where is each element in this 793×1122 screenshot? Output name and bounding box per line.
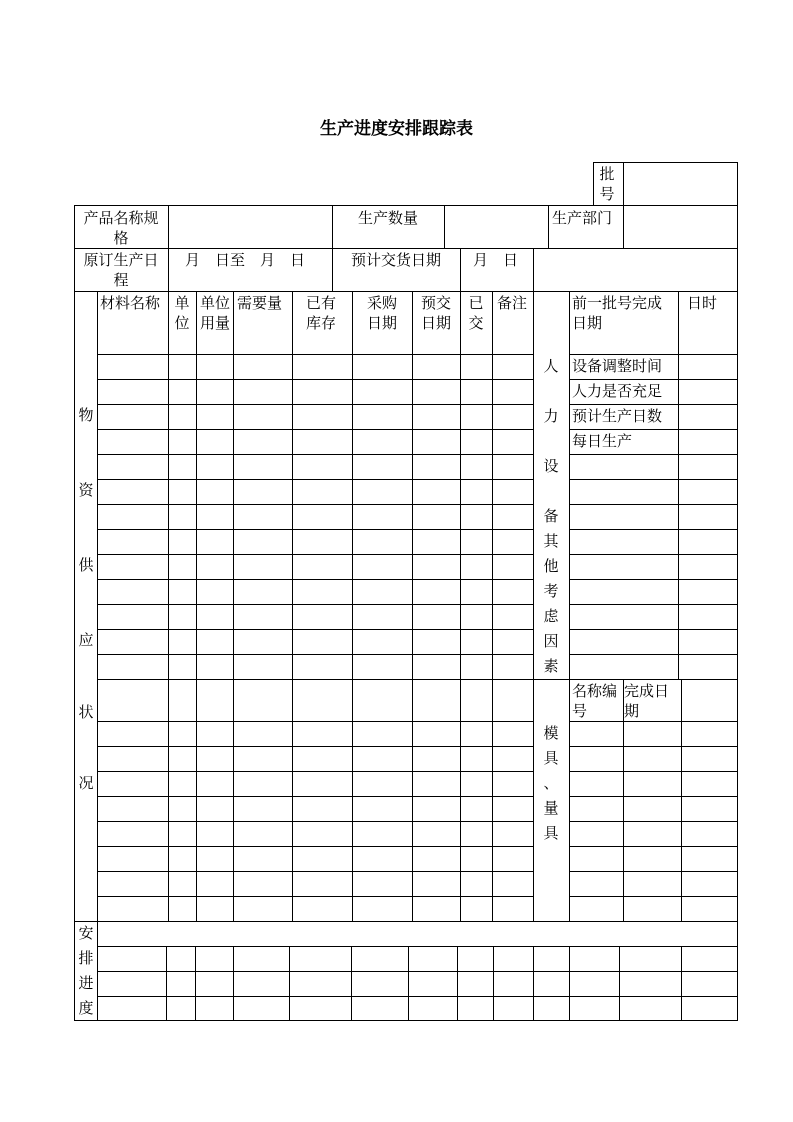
manpower-side-label-3: 备 [543,507,559,525]
date-time-label: 日时 [687,294,718,312]
planned-date-range: 月 日至 月 日 [185,251,306,269]
equipment-adjust-time-label: 设备调整时间 [572,357,663,375]
material-side-label-5: 况 [78,774,94,792]
product-name-label: 产品名称规格 [83,209,159,247]
expected-delivery-label: 预计交货日期 [350,251,441,269]
material-side-label-4: 状 [78,703,94,721]
mold-side-label-1: 具 [543,749,559,767]
daily-production-label: 每日生产 [572,432,633,450]
material-side-label-3: 应 [78,631,94,649]
manpower-sufficient-label: 人力是否充足 [572,382,663,400]
mold-side-label-4: 具 [543,824,559,842]
mold-completion-date-label: 完成日期 [624,682,670,720]
form-title: 生产进度安排跟踪表 [320,119,473,139]
material-side-label-1: 资 [78,481,94,499]
manpower-side-label-1: 力 [543,407,559,425]
batch-no-label: 批号 [599,165,615,203]
quantity-label: 生产数量 [357,209,418,227]
schedule-label-3: 度 [78,999,94,1017]
mold-side-label-0: 模 [543,724,559,742]
other-factors-label-5: 素 [543,657,559,675]
mold-name-number-label: 名称编号 [572,682,618,720]
expected-delivery-value: 月 日 [473,251,519,269]
col-purchase-date: 采购日期 [366,294,397,332]
planned-production-date-label: 原订生产日程 [83,251,159,289]
prev-batch-completion-label: 前一批号完成日期 [572,294,663,332]
other-factors-label-4: 因 [543,632,559,650]
mold-side-label-2: 、 [543,774,559,792]
col-material-name: 材料名称 [100,294,161,312]
schedule-label-0: 安 [78,924,94,942]
manpower-side-label-2: 设 [543,457,559,475]
other-factors-label-0: 其 [543,532,559,550]
col-expected-date: 预交日期 [420,294,451,332]
col-unit: 单位 [174,294,190,332]
manpower-side-label-0: 人 [543,357,559,375]
col-delivered: 已交 [468,294,484,332]
expected-production-days-label: 预计生产日数 [572,407,663,425]
schedule-label-1: 排 [78,949,94,967]
material-side-label-2: 供 [78,556,94,574]
mold-side-label-3: 量 [543,799,559,817]
other-factors-label-3: 虑 [543,607,559,625]
schedule-label-2: 进 [78,974,94,992]
col-stock: 已有库存 [305,294,336,332]
material-side-label-0: 物 [78,406,94,424]
col-unit-usage: 单位用量 [199,294,230,332]
department-label: 生产部门 [552,209,613,227]
col-remarks: 备注 [497,294,528,312]
other-factors-label-2: 考 [543,582,559,600]
col-required-qty: 需要量 [237,294,283,312]
other-factors-label-1: 他 [543,557,559,575]
